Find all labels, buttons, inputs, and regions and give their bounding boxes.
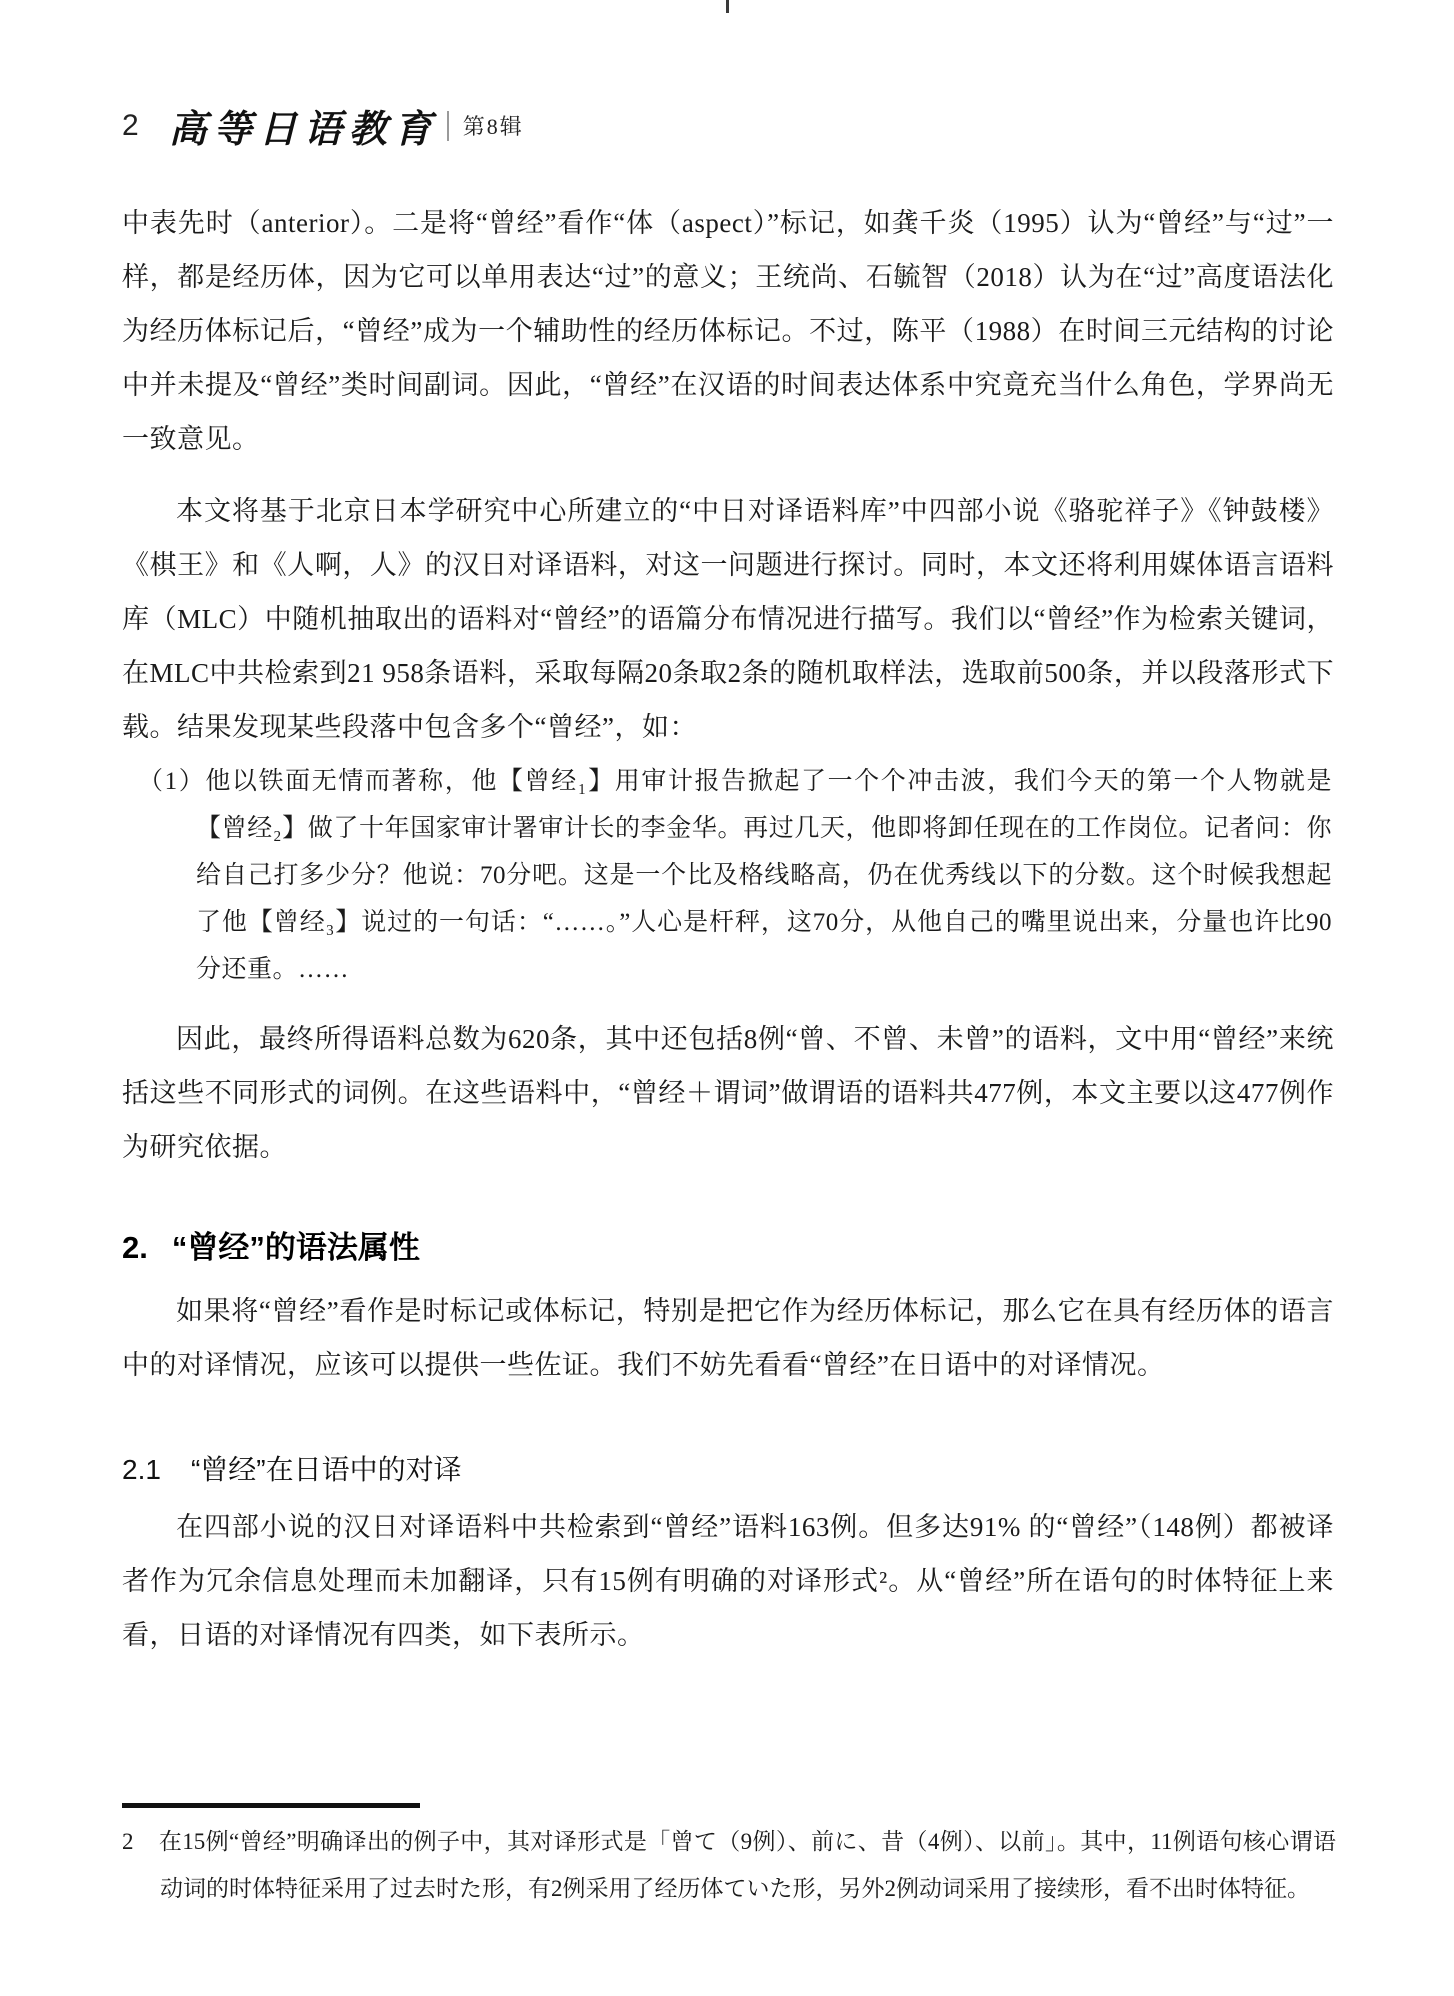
scan-artifact-mark xyxy=(726,0,729,13)
subsection-heading-2-1 xyxy=(122,1448,462,1488)
footnote-text: 在15例“曾经”明确译出的例子中，其对译形式是「曾て（9例）、前に、昔（4例）、以前」。其中，11例语句核心谓语动词的时体特征采用了过去时た形，有2例采用了经历体ていた形，另外2例动词采用了接续形，看不出时体特征。 xyxy=(158,1829,1336,1901)
paragraph-corpus-description: 本文将基于北京日本学研究中心所建立的“中日对译语料库”中四部小说《骆驼祥子》《钟鼓楼》《棋王》和《人啊，人》的汉日对译语料，对这一问题进行探讨。同时，本文还将利用媒体语言语料库（MLC）中随机抽取出的语料对“曾经”的语篇分布情况进行描写。我们以“曾经”作为检索关键词，在MLC中共检索到21 958条语料，采取每隔20条取2条的随机取样法，选取前500条，并以段落形式下载。结果发现某些段落中包含多个“曾经”，如： xyxy=(122,496,1334,742)
issue-label: 第8辑 xyxy=(462,114,524,139)
footnote-marker: 2 xyxy=(122,1829,134,1854)
subsection-title: “曾经”在日语中的对译 xyxy=(190,1454,462,1485)
page-header xyxy=(122,98,524,153)
example-text: 他以铁面无情而著称，他【曾经₁】用审计报告掀起了一个个冲击波，我们今天的第一个人物就是【曾经₂】做了十年国家审计署审计长的李金华。再过几天，他即将卸任现在的工作岗位。记者问：你给自己打多少分？他说：70分吧。这是一个比及格线略高，仍在优秀线以下的分数。这个时候我想起了他【曾经₃】说过的一句话：“……。”人心是杆秤，这70分，从他自己的嘴里说出来，分量也许比90分还重。…… xyxy=(196,768,1332,983)
section-number: 2. xyxy=(122,1230,148,1265)
paragraph-corpus-totals: 因此，最终所得语料总数为620条，其中还包括8例“曾、不曾、未曾”的语料，文中用“曾经”来统括这些不同形式的词例。在这些语料中，“曾经＋谓词”做谓语的语料共477例，本文主要以这477例作为研究依据。 xyxy=(122,1024,1334,1162)
subsection-number: 2.1 xyxy=(122,1454,161,1485)
paragraph-grammar-intro: 如果将“曾经”看作是时标记或体标记，特别是把它作为经历体标记，那么它在具有经历体的语言中的对译情况，应该可以提供一些佐证。我们不妨先看看“曾经”在日语中的对译情况。 xyxy=(122,1296,1334,1380)
header-divider xyxy=(447,111,449,141)
example-block-1 xyxy=(138,758,1332,993)
footnote-2 xyxy=(122,1818,1336,1912)
footnote-divider xyxy=(122,1803,420,1808)
page-number: 2 xyxy=(122,108,139,142)
paragraph-anterior-discussion: 中表先时（anterior）。二是将“曾经”看作“体（aspect）”标记，如龚千炎（1995）认为“曾经”与“过”一样，都是经历体，因为它可以单用表达“过”的意义；王统尚、石毓智（2018）认为在“过”高度语法化为经历体标记后，“曾经”成为一个辅助性的经历体标记。不过，陈平（1988）在时间三元结构的讨论中并未提及“曾经”类时间副词。因此，“曾经”在汉语的时间表达体系中究竟充当什么角色，学界尚无一致意见。 xyxy=(122,208,1334,454)
example-label: （1） xyxy=(138,768,206,795)
section-heading-2 xyxy=(122,1222,420,1267)
section-title: “曾经”的语法属性 xyxy=(171,1230,420,1265)
paragraph-translation-stats: 在四部小说的汉日对译语料中共检索到“曾经”语料163例。但多达91% 的“曾经”（148例）都被译者作为冗余信息处理而未加翻译，只有15例有明确的对译形式²。从“曾经”所在语句的时体特征上来看，日语的对译情况有四类，如下表所示。 xyxy=(122,1512,1334,1650)
journal-title: 高等日语教育 xyxy=(168,109,439,151)
